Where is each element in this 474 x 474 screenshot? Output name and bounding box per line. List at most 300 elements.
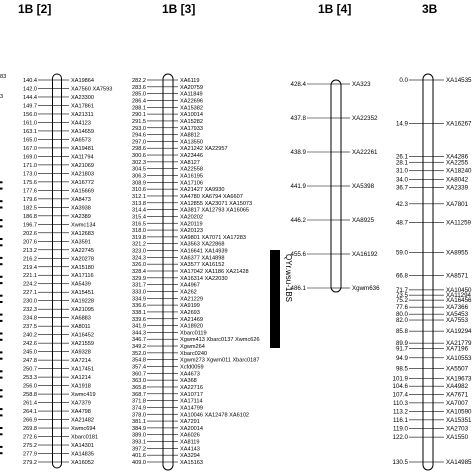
clipped-label bbox=[0, 238, 3, 240]
marker-name: XA22696 bbox=[180, 98, 204, 105]
marker-position: 256.0 bbox=[23, 383, 37, 390]
marker-position: 308.9 bbox=[132, 180, 146, 187]
marker-name: XA15180 bbox=[71, 264, 95, 271]
marker-position: 346.7 bbox=[132, 337, 146, 344]
marker-position: 341.9 bbox=[132, 323, 146, 330]
marker-name: XA8571 bbox=[446, 272, 469, 280]
marker-name: XA20759 bbox=[180, 84, 204, 91]
marker-name: XA15163 bbox=[180, 460, 204, 466]
marker-name: Xbarc0181 bbox=[71, 434, 99, 441]
marker-name: XA7801 bbox=[446, 200, 469, 208]
marker-name: XA3817 XA12793 XA16065 bbox=[180, 207, 250, 214]
marker-name: Xwmc694 bbox=[71, 426, 96, 433]
marker-position: 71.7 bbox=[395, 286, 408, 294]
marker-position: 213.2 bbox=[23, 247, 37, 254]
marker-position: 298.6 bbox=[132, 146, 146, 153]
clipped-label bbox=[0, 276, 3, 278]
marker-name: XA21095 bbox=[71, 307, 95, 314]
clipped-label bbox=[0, 339, 3, 341]
clipped-label bbox=[0, 188, 3, 190]
marker-name: XA16452 bbox=[71, 332, 95, 339]
marker-name: XA22558 bbox=[180, 166, 204, 173]
panel-title-1b-2: 1B [2] bbox=[18, 2, 52, 16]
marker-position: 264.1 bbox=[23, 409, 37, 416]
marker-name: XA21469 bbox=[180, 316, 204, 323]
marker-position: 339.6 bbox=[132, 316, 146, 323]
clipped-label bbox=[0, 446, 3, 448]
marker-position: 381.1 bbox=[132, 419, 146, 426]
marker-name: XA1918 bbox=[71, 383, 91, 390]
marker-position: 26.1 bbox=[395, 153, 408, 161]
marker-name: XA14835 bbox=[71, 451, 95, 458]
marker-position: 177.6 bbox=[23, 188, 37, 195]
marker-name: XA21229 bbox=[180, 296, 204, 303]
marker-position: 36.7 bbox=[395, 184, 408, 192]
marker-name: XA4967 bbox=[180, 282, 200, 289]
marker-position: 293.0 bbox=[132, 125, 146, 132]
marker-position: 179.6 bbox=[23, 196, 37, 203]
marker-position: 230.0 bbox=[23, 298, 37, 305]
marker-position: 0.0 bbox=[399, 77, 408, 84]
marker-name: XA6026 bbox=[180, 432, 200, 439]
marker-position: 302.3 bbox=[132, 159, 146, 166]
clipped-label bbox=[0, 320, 3, 322]
clipped-label bbox=[0, 295, 3, 297]
marker-name: XA19228 bbox=[71, 298, 95, 305]
qtl-label: QYr.wsu-1BS bbox=[284, 254, 293, 303]
marker-name: XA17116 bbox=[71, 273, 94, 280]
marker-name: XA4286 bbox=[446, 153, 469, 161]
marker-name: XA21069 bbox=[71, 162, 95, 169]
marker-name: XA15382 bbox=[180, 105, 204, 112]
marker-position: 116.1 bbox=[392, 416, 408, 424]
marker-name: XA3294 bbox=[180, 453, 200, 460]
clipped-label bbox=[0, 414, 3, 416]
marker-position: 149.7 bbox=[23, 103, 37, 110]
marker-name: XA18240 bbox=[446, 167, 472, 175]
marker-name: XA8955 bbox=[446, 249, 469, 257]
marker-position: 245.0 bbox=[23, 349, 37, 356]
marker-position: 142.0 bbox=[23, 86, 37, 93]
marker-position: 428.4 bbox=[290, 81, 306, 88]
marker-name: XA10046 XA12478 XA6102 bbox=[180, 412, 250, 419]
marker-name: XA22261 bbox=[352, 149, 378, 156]
marker-position: 354.8 bbox=[132, 357, 146, 364]
marker-position: 310.6 bbox=[132, 187, 146, 194]
marker-name: XA7214 bbox=[71, 358, 91, 365]
marker-name: XA7366 bbox=[446, 304, 469, 312]
clipped-label bbox=[0, 377, 3, 379]
marker-position: 89.9 bbox=[395, 340, 408, 348]
marker-name: XA2339 bbox=[446, 184, 469, 192]
marker-position: 290.1 bbox=[132, 112, 146, 119]
marker-name: XA7291 bbox=[180, 419, 200, 426]
marker-name: XA7560 XA7593 bbox=[71, 86, 113, 93]
marker-name: XA21803 bbox=[71, 171, 95, 178]
marker-name: XA3591 bbox=[71, 239, 91, 246]
marker-position: 77.6 bbox=[395, 304, 408, 312]
panel-title-3b: 3B bbox=[422, 2, 438, 16]
clipped-label bbox=[0, 244, 3, 246]
marker-name: XA9328 bbox=[71, 349, 91, 356]
marker-position: 352.0 bbox=[132, 350, 146, 357]
marker-name: XA14985 bbox=[446, 459, 472, 466]
marker-position: 363.0 bbox=[132, 378, 146, 385]
clipped-label: 83 bbox=[0, 74, 7, 80]
marker-position: 186.8 bbox=[23, 213, 37, 220]
marker-name: XA16456 bbox=[446, 297, 472, 305]
marker-position: 486.1 bbox=[290, 285, 306, 292]
marker-position: 224.2 bbox=[23, 281, 37, 288]
marker-name: Xgwm273 Xgwm011 Xbarc0187 bbox=[180, 357, 260, 364]
clipped-label bbox=[0, 396, 3, 398]
marker-name: XA5507 bbox=[446, 365, 469, 373]
marker-position: 171.0 bbox=[23, 162, 37, 169]
panel-title-1b-4: 1B [4] bbox=[318, 2, 352, 16]
clipped-label bbox=[0, 351, 3, 353]
marker-position: 94.9 bbox=[395, 354, 408, 362]
marker-name: XA16314 XA22030 bbox=[180, 275, 228, 282]
marker-name: XA6573 bbox=[71, 137, 91, 144]
marker-position: 285.0 bbox=[132, 91, 146, 98]
marker-position: 101.9 bbox=[392, 375, 408, 383]
clipped-label bbox=[0, 314, 3, 316]
marker-position: 216.2 bbox=[23, 256, 37, 263]
clipped-label bbox=[0, 427, 3, 429]
marker-position: 14.9 bbox=[395, 120, 408, 128]
marker-name: XA17114 bbox=[180, 398, 203, 405]
marker-position: 318.0 bbox=[132, 228, 146, 235]
marker-position: 371.8 bbox=[132, 398, 146, 405]
marker-name: XA18920 bbox=[180, 323, 204, 330]
marker-position: 441.9 bbox=[290, 183, 306, 190]
marker-position: 279.2 bbox=[23, 460, 37, 466]
marker-name: XA16195 bbox=[180, 173, 204, 180]
marker-name: XA2693 bbox=[180, 309, 200, 316]
marker-position: 122.0 bbox=[392, 434, 408, 442]
marker-name: XA8925 bbox=[352, 217, 375, 224]
marker-position: 437.8 bbox=[290, 115, 306, 122]
marker-position: 80.0 bbox=[395, 311, 408, 319]
marker-position: 272.6 bbox=[23, 434, 37, 441]
marker-name: XA17933 bbox=[180, 125, 204, 132]
marker-name: XA14659 bbox=[71, 128, 95, 135]
marker-position: 333.0 bbox=[132, 289, 146, 296]
clipped-label bbox=[0, 282, 3, 284]
marker-name: XA19864 bbox=[71, 78, 95, 84]
clipped-label bbox=[0, 452, 3, 454]
clipped-label bbox=[0, 358, 3, 360]
marker-position: 82.0 bbox=[395, 317, 408, 325]
marker-position: 286.4 bbox=[132, 98, 146, 105]
marker-name: Xgwm413 Xbarc0137 Xwmc626 bbox=[180, 337, 260, 344]
marker-name: XA4798 bbox=[71, 409, 91, 416]
marker-name: XA8011 bbox=[71, 324, 91, 331]
marker-name: XA20119 bbox=[180, 221, 203, 228]
chromosome-bar bbox=[423, 74, 433, 470]
marker-name: XA7671 bbox=[446, 391, 469, 399]
marker-name: XA15282 bbox=[180, 118, 204, 125]
marker-position: 360.7 bbox=[132, 371, 146, 378]
marker-position: 28.1 bbox=[395, 159, 408, 167]
marker-position: 144.4 bbox=[23, 94, 37, 101]
marker-name: XA368 bbox=[180, 378, 197, 385]
marker-name: XA6883 bbox=[71, 315, 91, 322]
marker-name: XA14799 bbox=[180, 405, 204, 412]
marker-name: XA22716 bbox=[180, 384, 204, 391]
marker-position: 169.0 bbox=[23, 154, 37, 161]
clipped-label: 3 bbox=[0, 94, 4, 100]
marker-name: XA8119 bbox=[180, 439, 200, 446]
marker-name: XA15351 bbox=[446, 416, 472, 424]
marker-position: 277.9 bbox=[23, 451, 37, 458]
marker-position: 59.0 bbox=[395, 249, 408, 257]
panel-title-1b-3: 1B [3] bbox=[162, 2, 196, 16]
marker-position: 269.8 bbox=[23, 426, 37, 433]
marker-position: 297.0 bbox=[132, 139, 146, 146]
marker-name: XA8127 bbox=[180, 159, 200, 166]
clipped-label bbox=[0, 225, 3, 227]
marker-name: XA16641 XA14939 bbox=[180, 248, 228, 255]
marker-name: XA20202 bbox=[180, 214, 204, 221]
marker-position: 316.5 bbox=[132, 221, 146, 228]
marker-position: 321.2 bbox=[132, 241, 146, 248]
marker-position: 326.0 bbox=[132, 262, 146, 269]
marker-position: 140.4 bbox=[23, 78, 37, 84]
marker-name: XA19294 bbox=[446, 328, 472, 336]
marker-position: 323.0 bbox=[132, 248, 146, 255]
marker-name: XA7196 bbox=[446, 345, 469, 353]
marker-name: XA11849 bbox=[180, 91, 203, 98]
clipped-label bbox=[0, 207, 3, 209]
marker-name: XA20014 bbox=[180, 425, 204, 432]
marker-name: XA4123 bbox=[71, 120, 91, 127]
marker-name: XA323 bbox=[352, 81, 371, 88]
marker-position: 250.7 bbox=[23, 366, 37, 373]
marker-name: XA10014 bbox=[180, 112, 204, 119]
marker-name: XA16192 bbox=[352, 251, 378, 258]
marker-position: 304.5 bbox=[132, 166, 146, 173]
marker-position: 357.4 bbox=[132, 364, 146, 371]
marker-position: 66.8 bbox=[395, 272, 408, 280]
marker-name: XA2255 bbox=[446, 159, 469, 167]
marker-position: 329.9 bbox=[132, 275, 146, 282]
marker-position: 294.6 bbox=[132, 132, 146, 139]
marker-position: 221.1 bbox=[23, 273, 37, 280]
marker-position: 266.9 bbox=[23, 417, 37, 424]
marker-position: 336.6 bbox=[132, 303, 146, 310]
marker-position: 258.8 bbox=[23, 392, 37, 399]
marker-name: XA6377 XA14898 bbox=[180, 255, 225, 262]
marker-position: 42.3 bbox=[395, 200, 408, 208]
marker-name: XA7379 bbox=[71, 400, 91, 407]
clipped-label bbox=[0, 389, 3, 391]
marker-name: XA262 bbox=[180, 289, 197, 296]
marker-name: XA20278 bbox=[71, 256, 95, 263]
marker-name: Xcfd0059 bbox=[180, 364, 204, 371]
marker-name: XA3938 bbox=[71, 205, 91, 212]
marker-position: 163.1 bbox=[23, 128, 37, 135]
marker-name: XA4673 bbox=[180, 371, 200, 378]
marker-position: 365.8 bbox=[132, 384, 146, 391]
marker-position: 300.6 bbox=[132, 153, 146, 160]
marker-name: XA11294 bbox=[446, 292, 471, 300]
marker-position: 85.8 bbox=[395, 328, 408, 336]
marker-name: XA15451 bbox=[71, 290, 95, 297]
marker-name: Xbarc0240 bbox=[180, 350, 208, 357]
marker-name: XA11794 bbox=[71, 154, 94, 161]
marker-position: 31.0 bbox=[395, 167, 408, 175]
marker-position: 455.6 bbox=[290, 251, 306, 258]
marker-position: 261.4 bbox=[23, 400, 37, 407]
marker-name: XA10590 bbox=[446, 408, 472, 416]
marker-name: XA1214 bbox=[71, 375, 91, 382]
marker-position: 344.3 bbox=[132, 330, 146, 337]
marker-position: 130.5 bbox=[392, 459, 408, 466]
marker-position: 113.2 bbox=[392, 408, 408, 416]
marker-position: 119.0 bbox=[392, 425, 408, 433]
marker-position: 319.8 bbox=[132, 234, 146, 241]
marker-name: XA3577 XA16152 bbox=[180, 262, 225, 269]
marker-name: Xwmc419 bbox=[71, 392, 96, 399]
marker-position: 234.8 bbox=[23, 315, 37, 322]
marker-position: 175.6 bbox=[23, 179, 37, 186]
marker-name: XA17451 bbox=[71, 366, 95, 373]
marker-position: 334.9 bbox=[132, 296, 146, 303]
marker-position: 374.9 bbox=[132, 405, 146, 412]
marker-name: XA7553 bbox=[446, 317, 469, 325]
marker-name: XA10717 bbox=[180, 391, 204, 398]
marker-name: XA17042 XA1186 XA21428 bbox=[180, 269, 249, 275]
marker-position: 312.1 bbox=[132, 193, 146, 200]
marker-name: XA10450 bbox=[446, 286, 472, 294]
marker-name: XA9801 XA7071 XA17283 bbox=[180, 234, 246, 241]
marker-name: XA8042 bbox=[446, 176, 469, 184]
marker-position: 107.4 bbox=[392, 391, 408, 399]
marker-name: XA20123 bbox=[180, 228, 204, 235]
chromosome-bar bbox=[53, 74, 62, 468]
marker-position: 219.4 bbox=[23, 264, 37, 271]
marker-position: 368.7 bbox=[132, 391, 146, 398]
marker-name: XA13550 bbox=[180, 139, 204, 146]
marker-name: XA4143 bbox=[180, 446, 200, 453]
clipped-label bbox=[0, 181, 3, 183]
marker-name: XA23300 bbox=[71, 94, 95, 101]
marker-position: 275.2 bbox=[23, 443, 37, 450]
chromosome-bar bbox=[163, 74, 173, 470]
marker-position: 282.2 bbox=[132, 78, 146, 84]
clipped-label bbox=[0, 408, 3, 410]
marker-position: 237.5 bbox=[23, 324, 37, 331]
marker-name: XA23446 bbox=[180, 153, 204, 160]
marker-name: XA14301 bbox=[71, 443, 95, 450]
marker-position: 446.2 bbox=[290, 217, 306, 224]
marker-position: 247.8 bbox=[23, 358, 37, 365]
marker-position: 389.0 bbox=[132, 432, 146, 439]
marker-name: XA8473 bbox=[71, 196, 91, 203]
marker-name: Xbarc0119 bbox=[180, 330, 207, 337]
marker-position: 397.2 bbox=[132, 446, 146, 453]
marker-name: XA5439 bbox=[71, 281, 91, 288]
marker-name: XA21311 bbox=[71, 111, 94, 118]
marker-name: XA14535 bbox=[446, 77, 472, 84]
marker-name: XA21482 bbox=[71, 417, 95, 424]
marker-name: XA5398 bbox=[352, 183, 375, 190]
marker-position: 313.8 bbox=[132, 200, 146, 207]
marker-position: 202.6 bbox=[23, 230, 37, 237]
marker-name: XA10553 bbox=[446, 354, 472, 362]
marker-name: XA15669 bbox=[71, 188, 95, 195]
marker-name: XA19481 bbox=[71, 145, 95, 152]
marker-position: 393.1 bbox=[132, 439, 146, 446]
marker-position: 156.0 bbox=[23, 111, 37, 118]
marker-name: XA7007 bbox=[446, 399, 469, 407]
marker-name: XA17106 bbox=[180, 180, 204, 187]
marker-name: XA1550 bbox=[446, 434, 469, 442]
marker-position: 288.1 bbox=[132, 105, 146, 112]
marker-name: XA2389 bbox=[71, 213, 91, 220]
marker-position: 338.1 bbox=[132, 309, 146, 316]
qtl-bar bbox=[270, 250, 280, 348]
clipped-label bbox=[0, 263, 3, 265]
marker-position: 227.1 bbox=[23, 290, 37, 297]
marker-position: 207.6 bbox=[23, 239, 37, 246]
marker-name: Xgwm636 bbox=[352, 285, 380, 292]
marker-name: XA16267 bbox=[446, 120, 472, 128]
marker-name: XA9199 bbox=[180, 303, 200, 310]
marker-name: XA4982 bbox=[446, 383, 469, 391]
clipped-label bbox=[0, 433, 3, 435]
clipped-label bbox=[0, 370, 3, 372]
marker-position: 91.7 bbox=[395, 345, 408, 353]
marker-position: 165.0 bbox=[23, 137, 37, 144]
marker-position: 232.3 bbox=[23, 307, 37, 314]
marker-position: 378.0 bbox=[132, 412, 146, 419]
marker-position: 349.2 bbox=[132, 344, 146, 351]
clipped-label bbox=[0, 333, 3, 335]
marker-name: XA16772 bbox=[71, 179, 95, 186]
marker-name: XA17861 bbox=[71, 103, 95, 110]
marker-name: XA12683 bbox=[71, 230, 95, 237]
marker-name: XA21427 XA9930 bbox=[180, 187, 225, 194]
marker-position: 253.3 bbox=[23, 375, 37, 382]
marker-position: 306.3 bbox=[132, 173, 146, 180]
marker-position: 283.6 bbox=[132, 84, 146, 91]
marker-position: 438.9 bbox=[290, 149, 306, 156]
marker-position: 110.3 bbox=[392, 399, 408, 407]
marker-position: 240.2 bbox=[23, 332, 37, 339]
clipped-label bbox=[0, 301, 3, 303]
marker-position: 315.4 bbox=[132, 214, 146, 221]
marker-position: 331.7 bbox=[132, 282, 146, 289]
marker-name: XA21779 bbox=[446, 340, 472, 348]
clipped-label bbox=[0, 200, 3, 202]
marker-position: 291.5 bbox=[132, 118, 146, 125]
marker-name: XA2703 bbox=[446, 425, 469, 433]
marker-name: Xgwm264 bbox=[180, 344, 205, 351]
marker-name: XA22745 bbox=[71, 247, 95, 254]
marker-position: 173.0 bbox=[23, 171, 37, 178]
marker-name: XA16052 bbox=[71, 460, 95, 466]
clipped-label bbox=[0, 257, 3, 259]
marker-position: 34.0 bbox=[395, 176, 408, 184]
marker-name: XA21559 bbox=[71, 341, 95, 348]
marker-name: XA3563 XA22868 bbox=[180, 241, 225, 248]
marker-name: XA6119 bbox=[180, 78, 200, 84]
clipped-label bbox=[0, 219, 3, 221]
marker-position: 73.5 bbox=[395, 292, 408, 300]
marker-position: 75.2 bbox=[395, 297, 408, 305]
